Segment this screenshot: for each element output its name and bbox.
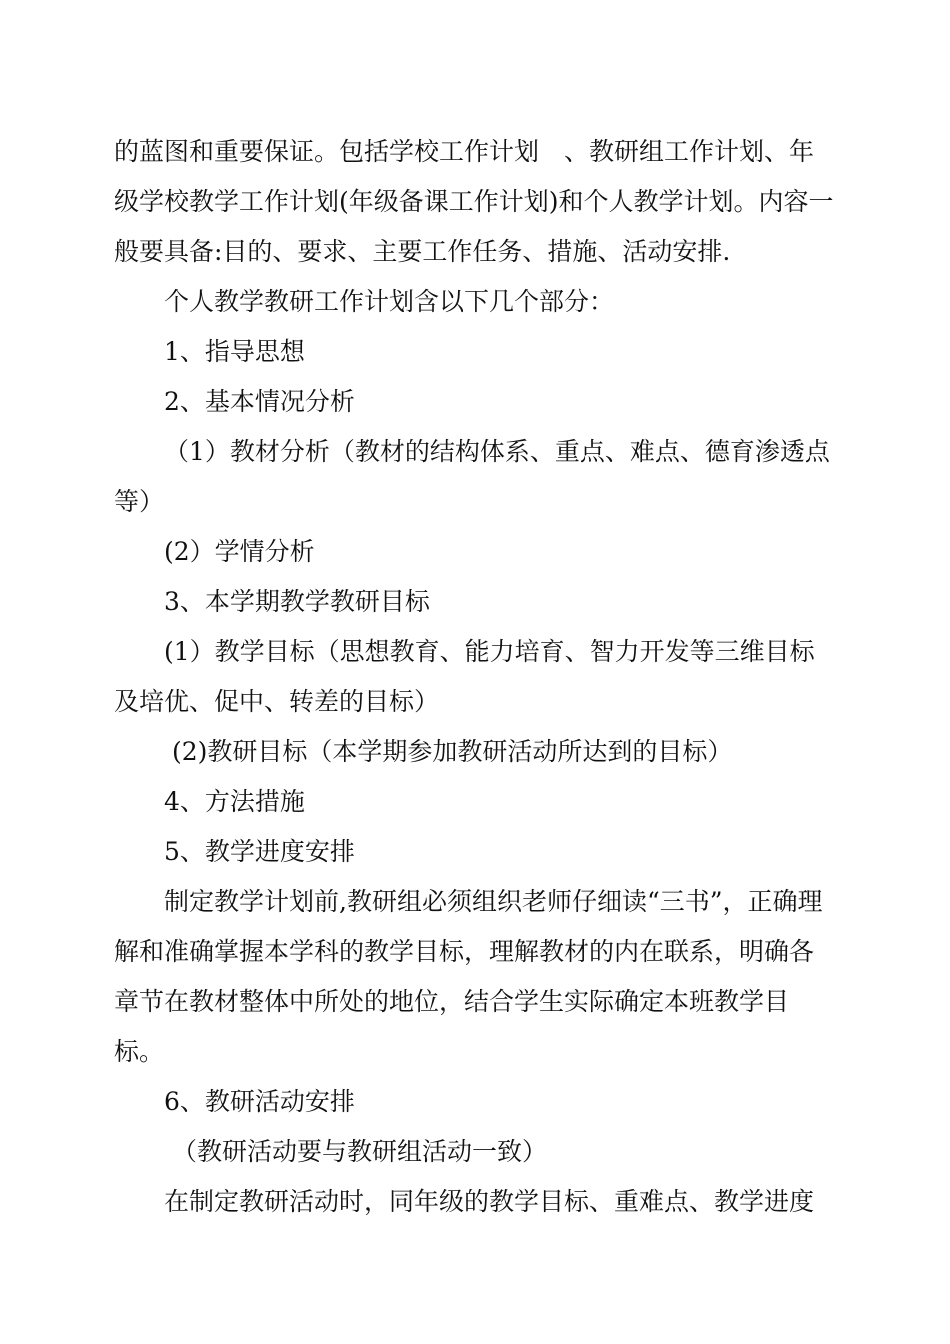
list-item-teaching-schedule: 5、教学进度安排 — [164, 837, 355, 866]
list-item-methods: 4、方法措施 — [164, 787, 305, 816]
document-body — [114, 127, 838, 1227]
paragraph-plan-parts: 个人教学教研工作计划含以下几个部分： — [164, 287, 615, 316]
sub-item-research-goals: (2)教研目标（本学期参加教研活动所达到的目标） — [172, 737, 733, 766]
sub-item-student-analysis: (2）学情分析 — [164, 537, 315, 566]
paragraph-research-planning: 在制定教研活动时，同年级的教学目标、重难点、教学进度 — [164, 1187, 815, 1216]
paragraph-intro-continuation: 的蓝图和重要保证。包括学校工作计划 、教研组工作计划、年级学校教学工作计划(年级备课工作计划)和个人教学计划。内容一般要具备:目的、要求、主要工作任务、措施、活动安排. — [114, 137, 834, 266]
list-item-guiding-ideology: 1、指导思想 — [164, 337, 305, 366]
list-item-semester-goals: 3、本学期教学教研目标 — [164, 587, 430, 616]
note-research-activities: （教研活动要与教研组活动一致） — [172, 1137, 548, 1166]
sub-item-textbook-analysis: （1）教材分析（教材的结构体系、重点、难点、德育渗透点等） — [114, 437, 830, 516]
list-item-research-activities: 6、教研活动安排 — [164, 1087, 355, 1116]
sub-item-teaching-goals: (1）教学目标（思想教育、能力培育、智力开发等三维目标及培优、促中、转差的目标） — [114, 637, 815, 716]
paragraph-planning-guidance: 制定教学计划前,教研组必须组织老师仔细读“三书”，正确理解和准确掌握本学科的教学目标，理解教材的内在联系，明确各章节在教材整体中所处的地位，结合学生实际确定本班教学目标。 — [114, 887, 823, 1066]
list-item-situation-analysis: 2、基本情况分析 — [164, 387, 355, 416]
